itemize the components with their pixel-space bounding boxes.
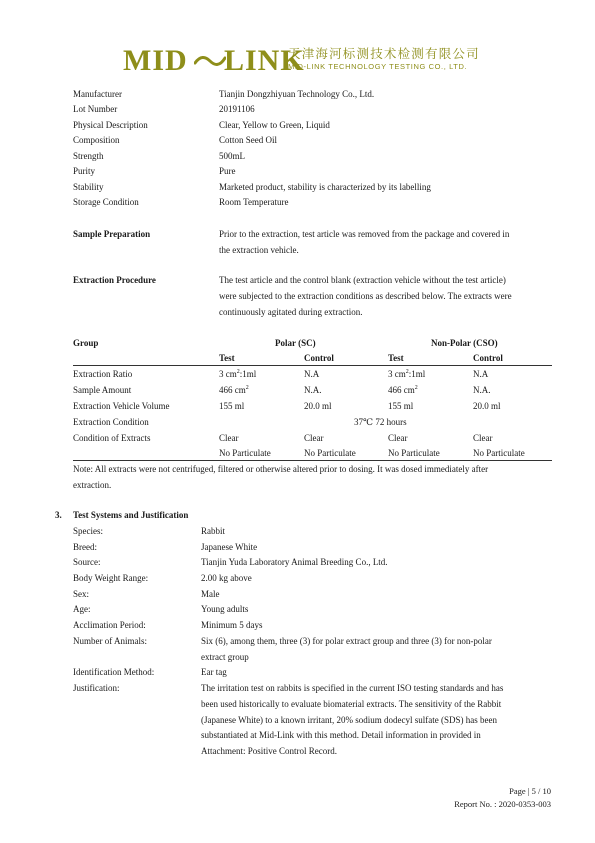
table-header-polar: Polar (SC) [275,338,316,348]
table-cell: 155 ml [219,401,245,411]
test-system-label: Number of Animals: [73,636,147,646]
info-label: Purity [73,166,96,176]
info-value: 20191106 [219,104,255,114]
note-line: extraction. [73,479,112,490]
test-system-label: Identification Method: [73,667,155,677]
table-divider [73,365,552,366]
table-cell: Clear [304,433,324,443]
test-system-label: Species: [73,526,103,536]
paragraph-line: been used historically to evaluate biomaterial extracts. The sensitivity of the Rabbit [201,698,502,709]
info-label: Manufacturer [73,89,122,99]
test-system-label: Body Weight Range: [73,573,149,583]
info-label: Stability [73,182,104,192]
paragraph-line: the extraction vehicle. [219,244,299,255]
table-row-label: Extraction Condition [73,417,149,427]
extraction-procedure-heading: Extraction Procedure [73,275,156,285]
section-title: Test Systems and Justification [73,510,189,520]
logo-wave-icon [194,55,226,67]
section-number: 3. [55,510,62,520]
table-cell: 155 ml [388,401,414,411]
paragraph-line: Prior to the extraction, test article was removed from the package and covered in [219,229,510,239]
paragraph-line: The test article and the control blank (extraction vehicle without the test article) [219,275,506,285]
animals-text [201,634,549,666]
test-system-label: Sex: [73,589,90,599]
table-cell: 3 $cm^2:1ml$ [219,369,257,379]
table-cell: N.A [473,369,489,379]
table-subheader-polar-control: Control [304,353,334,363]
sample-preparation-heading: Sample Preparation [73,229,151,239]
table-cell: No Particulate [219,448,271,458]
table-cell: 466 $cm^2$ [219,385,249,395]
table-cell: N.A [304,369,320,379]
test-system-label: Source: [73,557,101,567]
test-system-value: Tianjin Yuda Laboratory Animal Breeding Co., Ltd. [201,557,388,567]
info-value: Clear, Yellow to Green, Liquid [219,120,330,130]
info-value: Marketed product, stability is characterized by its labelling [219,182,431,192]
table-row-label: Condition of Extracts [73,433,151,443]
paragraph-line: Attachment: Positive Control Record. [201,746,337,757]
table-cell: 466 $cm^2$ [388,385,418,395]
table-note [73,462,552,494]
table-bottom-rule [73,460,552,461]
table-cell: No Particulate [388,448,440,458]
info-label: Strength [73,151,104,161]
logo-text-mid: MID [123,44,188,77]
paragraph-line: (Japanese White) to a known irritant, 20% sodium dodecyl sulfate (SDS) has been [201,714,498,725]
info-label: Composition [73,135,120,145]
page-number: Page | 5 / 10 [509,786,551,796]
table-cell: 3 $cm^2:1ml$ [388,369,426,379]
table-subheader-np-test: Test [388,353,404,363]
test-system-value: Japanese White [201,542,258,552]
table-cell: Clear [388,433,408,443]
table-header-group: Group [73,338,99,348]
test-system-value: Minimum 5 days [201,620,263,630]
extraction-procedure-text [219,273,549,320]
table-cell: 20.0 ml [304,401,332,411]
test-system-value: 2.00 kg above [201,573,252,583]
table-cell-merged: 37℃ 72 hours [354,417,407,427]
paragraph-line: Six (6), among them, three (3) for polar extract group and three (3) for non-polar [201,636,492,646]
table-subheader-polar-test: Test [219,353,235,363]
company-logo [123,41,483,79]
table-cell: 20.0 ml [473,401,501,411]
info-value: Tianjin Dongzhiyuan Technology Co., Ltd. [219,89,375,99]
justification-text [201,681,549,760]
paragraph-line: The irritation test on rabbits is specified in the current ISO testing standards and has [201,683,504,693]
info-label: Lot Number [73,104,118,114]
company-name-english: MID-LINK TECHNOLOGY TESTING CO., LTD. [288,62,468,71]
test-system-value: Rabbit [201,526,225,536]
table-cell: No Particulate [473,448,525,458]
info-label: Physical Description [73,120,148,130]
table-header-nonpolar: Non-Polar (CSO) [431,338,498,348]
paragraph-line: extract group [201,651,249,662]
paragraph-line: were subjected to the extraction conditions as described below. The extracts were [219,290,512,301]
table-cell: N.A. [304,385,322,395]
test-system-value: Male [201,589,220,599]
logo-text-link: LINK [224,44,305,77]
test-system-value: Ear tag [201,667,227,677]
paragraph-line: continuously agitated during extraction. [219,306,363,317]
paragraph-line: substantiated at Mid-Link with this method. Detail information in provided in [201,730,481,741]
table-row-label: Sample Amount [73,385,132,395]
test-system-label: Breed: [73,542,97,552]
test-system-value: Young adults [201,604,249,614]
note-line: Note: All extracts were not centrifuged, filtered or otherwise altered prior to dosing. It was dosed immediately after [73,464,489,474]
table-cell: N.A. [473,385,491,395]
info-value: 500mL [219,151,245,161]
table-row-label: Extraction Ratio [73,369,133,379]
company-name-chinese: 天津海河标测技术检测有限公司 [288,46,480,61]
table-cell: Clear [473,433,493,443]
table-cell: Clear [219,433,239,443]
report-number: Report No. : 2020-0353-003 [454,799,551,809]
sample-preparation-text [219,227,549,259]
info-value: Pure [219,166,236,176]
table-cell: No Particulate [304,448,356,458]
info-value: Cotton Seed Oil [219,135,277,145]
info-value: Room Temperature [219,197,289,207]
table-subheader-np-control: Control [473,353,503,363]
info-label: Storage Condition [73,197,139,207]
test-system-label: Justification: [73,683,120,693]
table-row-label: Extraction Vehicle Volume [73,401,170,411]
test-system-label: Age: [73,604,91,614]
test-system-label: Acclimation Period: [73,620,146,630]
